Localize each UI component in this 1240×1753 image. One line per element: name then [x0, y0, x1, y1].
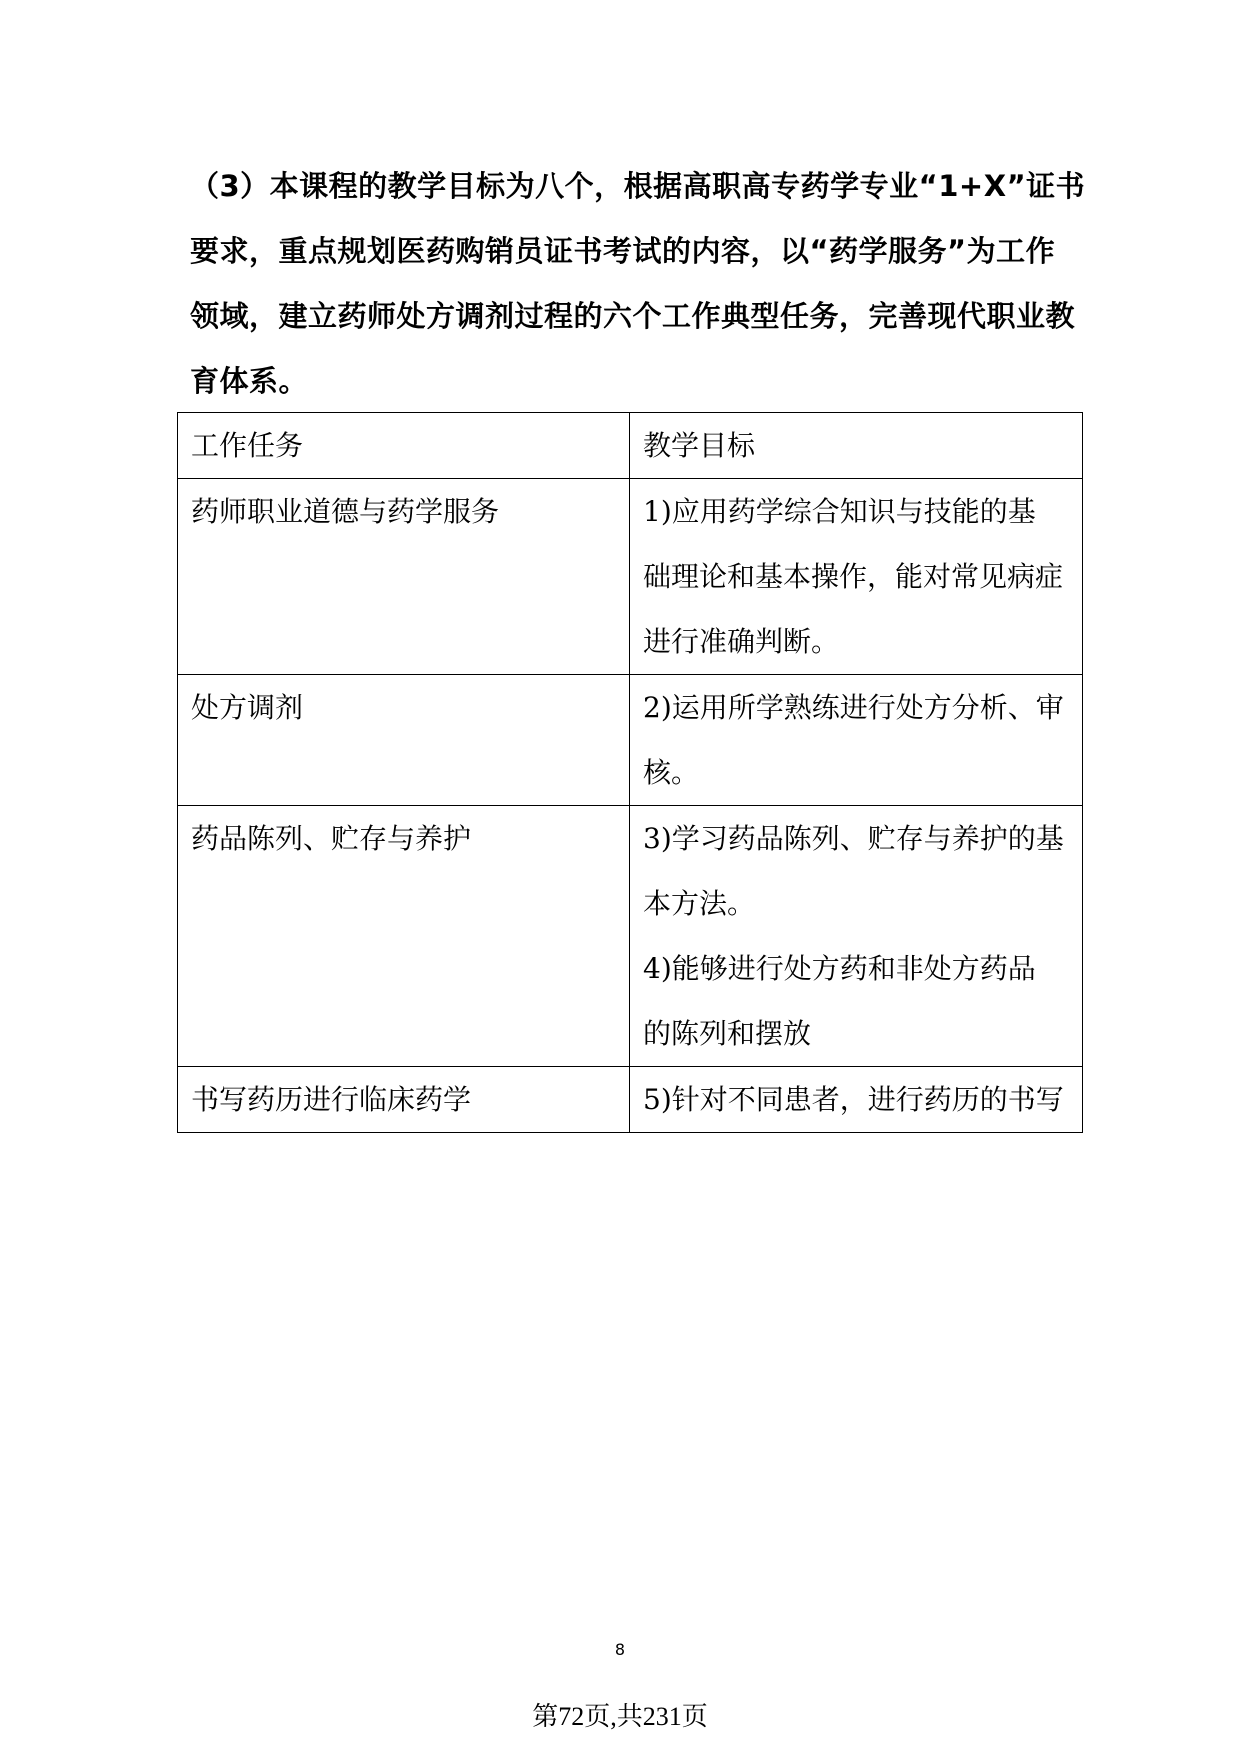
intro-line: 要求，重点规划医药购销员证书考试的内容，以“药学服务”为工作 — [190, 234, 1056, 268]
goal-cell — [630, 479, 1083, 675]
goal-line: 核。 — [643, 756, 700, 789]
goal-line: 3)学习药品陈列、贮存与养护的基 — [643, 822, 1064, 855]
intro-line: 领域，建立药师处方调剂过程的六个工作典型任务，完善现代职业教 — [190, 299, 1076, 333]
table-row — [178, 479, 1083, 675]
task-cell: 药师职业道德与药学服务 — [178, 479, 630, 675]
table-header-row — [178, 413, 1083, 479]
table-row — [178, 1067, 1083, 1133]
goal-cell — [630, 675, 1083, 806]
task-cell: 药品陈列、贮存与养护 — [178, 806, 630, 1067]
goal-line: 1)应用药学综合知识与技能的基 — [643, 495, 1036, 528]
table-row — [178, 675, 1083, 806]
header-work-task: 工作任务 — [178, 413, 630, 479]
page-number: 8 — [614, 1640, 626, 1659]
task-cell: 书写药历进行临床药学 — [178, 1067, 630, 1133]
goal-line: 本方法。 — [643, 887, 756, 920]
task-cell: 处方调剂 — [178, 675, 630, 806]
intro-line: （3）本课程的教学目标为八个，根据高职高专药学专业“1+X”证书 — [190, 169, 1086, 203]
goal-cell — [630, 806, 1083, 1067]
task-goal-table — [177, 412, 1083, 1133]
goal-line: 的陈列和摆放 — [643, 1017, 812, 1050]
goal-line: 4)能够进行处方药和非处方药品 — [643, 952, 1036, 985]
table-row — [178, 806, 1083, 1067]
goal-line: 础理论和基本操作，能对常见病症 — [643, 560, 1064, 593]
goal-line: 2)运用所学熟练进行处方分析、审 — [643, 691, 1064, 724]
goal-cell — [630, 1067, 1083, 1133]
goal-line: 进行准确判断。 — [643, 625, 840, 658]
intro-paragraph — [190, 154, 1086, 414]
page-counter: 第72页,共231页 — [532, 1702, 708, 1731]
goal-line: 5)针对不同患者，进行药历的书写 — [643, 1083, 1064, 1116]
header-teaching-goal: 教学目标 — [630, 413, 1083, 479]
intro-line: 育体系。 — [190, 364, 309, 398]
